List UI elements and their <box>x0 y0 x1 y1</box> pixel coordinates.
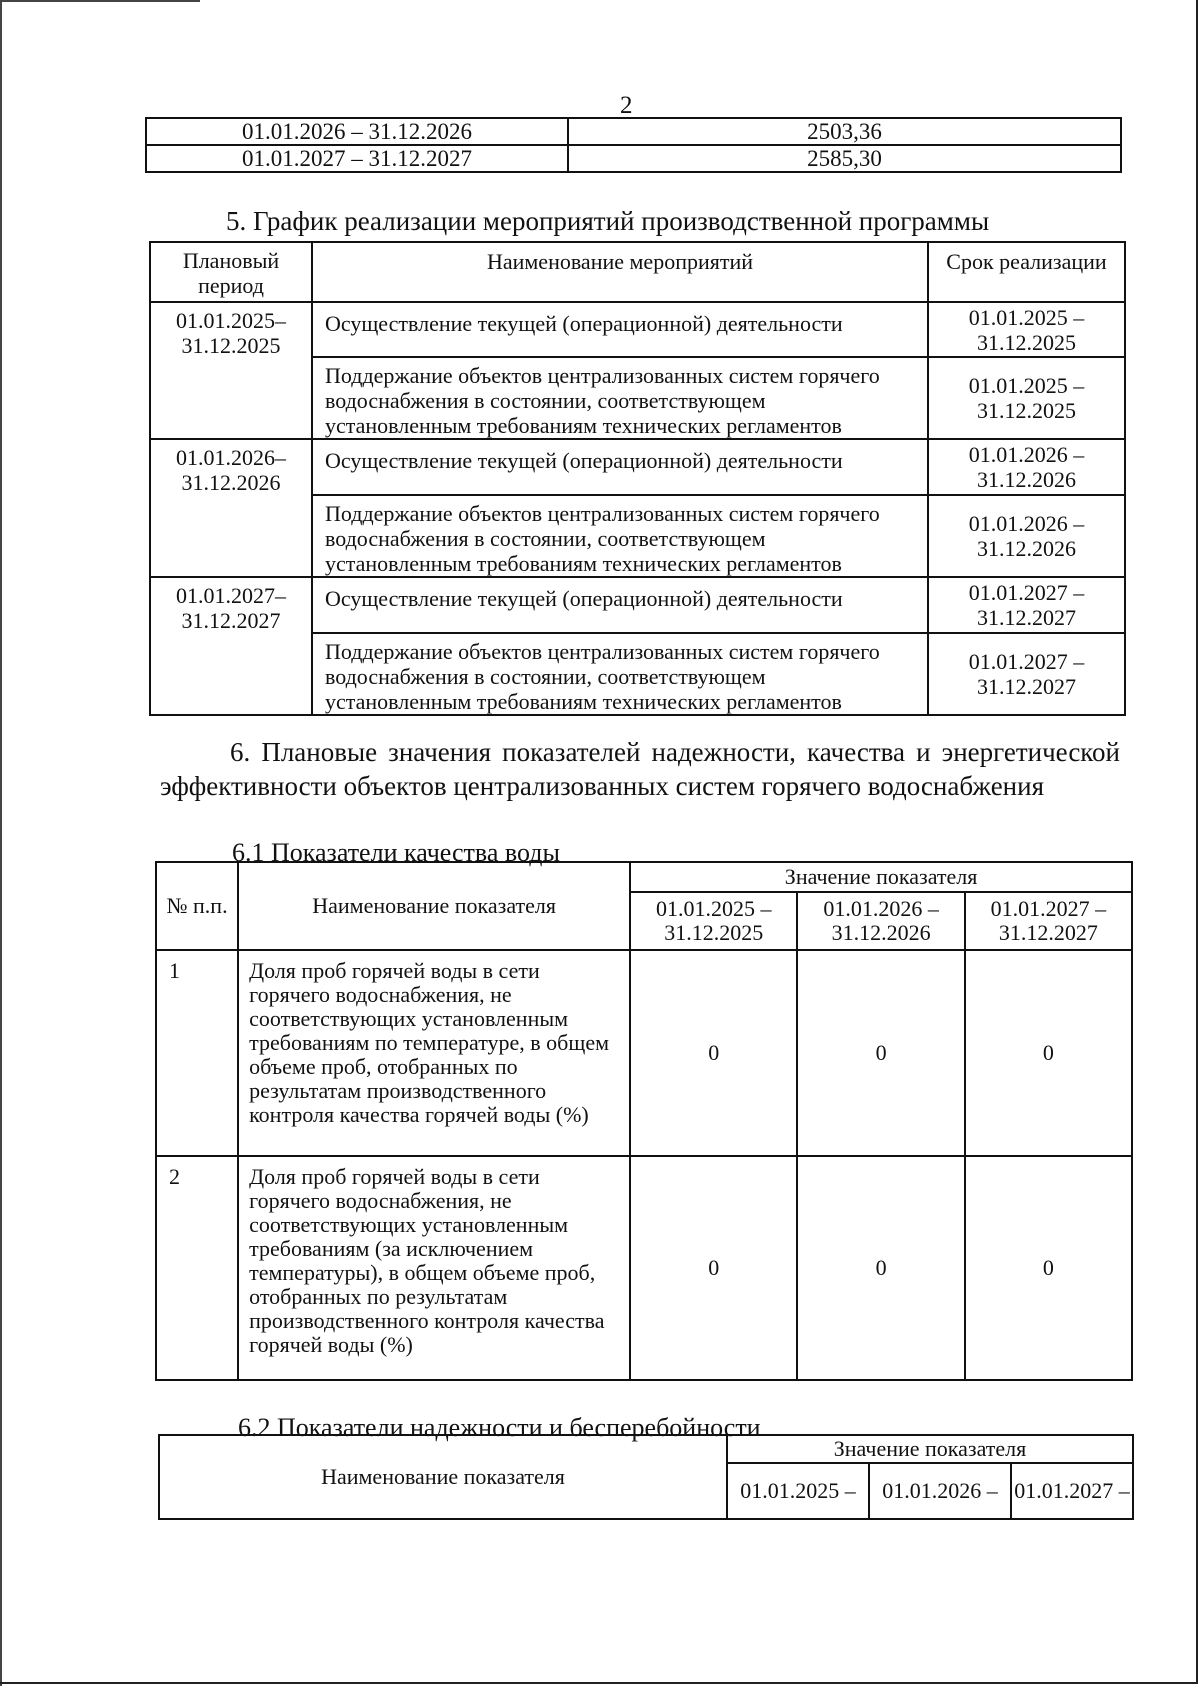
header-row <box>156 862 1132 892</box>
event-cell: Поддержание объектов централизованных систем горячего водоснабжения в состоянии, соответствующем установленным требованиям технических регламентов <box>312 357 928 439</box>
event-cell: Поддержание объектов централизованных систем горячего водоснабжения в состоянии, соответствующем установленным требованиям технических регламентов <box>312 495 928 577</box>
table-row <box>150 439 1125 495</box>
schedule-table <box>149 241 1126 716</box>
header-row <box>159 1435 1133 1463</box>
header-period: 01.01.2025 – 31.12.2025 <box>630 892 797 950</box>
term-cell: 01.01.2025 – 31.12.2025 <box>928 357 1125 439</box>
header-period: Плановый период <box>150 242 312 302</box>
header-term: Срок реализации <box>928 242 1125 302</box>
water-quality-table <box>155 861 1133 1381</box>
table-row <box>150 302 1125 357</box>
value-cell: 0 <box>630 1156 797 1380</box>
period-cell: 01.01.2026– 31.12.2026 <box>150 439 312 577</box>
header-period: 01.01.2026 – <box>869 1463 1011 1519</box>
table-row <box>150 577 1125 633</box>
value-cell: 0 <box>965 1156 1132 1380</box>
page-number: 2 <box>620 92 633 119</box>
term-cell: 01.01.2026 – 31.12.2026 <box>928 439 1125 495</box>
value-cell: 0 <box>797 1156 964 1380</box>
header-num: № п.п. <box>156 862 238 950</box>
header-period: 01.01.2027 – 31.12.2027 <box>965 892 1132 950</box>
indicator-name: Доля проб горячей воды в сети горячего водоснабжения, не соответствующих установленным требованиям (за исключением температуры), в общем объеме проб, отобранных по результатам производственного контроля качества горячей воды (%) <box>238 1156 630 1380</box>
header-row <box>150 242 1125 302</box>
header-name: Наименование показателя <box>159 1435 727 1519</box>
header-name: Наименование показателя <box>238 862 630 950</box>
value-cell: 2585,30 <box>568 145 1121 172</box>
value-cell: 0 <box>797 950 964 1156</box>
row-num: 1 <box>156 950 238 1156</box>
header-value-group: Значение показателя <box>727 1435 1133 1463</box>
table-row <box>146 145 1121 172</box>
header-event: Наименование мероприятий <box>312 242 928 302</box>
section-6-2-title: 6.2 Показатели надежности и бесперебойности <box>238 1413 761 1442</box>
section-6-paragraph: 6. Плановые значения показателей надежности, качества и энергетической эффективности объектов централизованных систем горячего водоснабжения <box>160 737 1120 801</box>
section-6-1-title: 6.1 Показатели качества воды <box>232 838 560 867</box>
table-row <box>156 1156 1132 1380</box>
table-row <box>156 950 1132 1156</box>
header-period: 01.01.2027 – <box>1011 1463 1133 1519</box>
event-cell: Поддержание объектов централизованных систем горячего водоснабжения в состоянии, соответствующем установленным требованиям технических регламентов <box>312 633 928 715</box>
value-cell: 2503,36 <box>568 118 1121 145</box>
period-cell: 01.01.2027– 31.12.2027 <box>150 577 312 715</box>
table-row <box>146 118 1121 145</box>
event-cell: Осуществление текущей (операционной) деятельности <box>312 577 928 633</box>
value-cell: 0 <box>965 950 1132 1156</box>
term-cell: 01.01.2026 – 31.12.2026 <box>928 495 1125 577</box>
header-period: 01.01.2025 – <box>727 1463 869 1519</box>
period-cell: 01.01.2026 – 31.12.2026 <box>146 118 568 145</box>
term-cell: 01.01.2025 – 31.12.2025 <box>928 302 1125 357</box>
event-cell: Осуществление текущей (операционной) деятельности <box>312 302 928 357</box>
term-cell: 01.01.2027 – 31.12.2027 <box>928 633 1125 715</box>
event-cell: Осуществление текущей (операционной) деятельности <box>312 439 928 495</box>
period-cell: 01.01.2025– 31.12.2025 <box>150 302 312 439</box>
indicator-name: Доля проб горячей воды в сети горячего водоснабжения, не соответствующих установленным требованиям по температуре, в общем объеме проб, отобранных по результатам производственного контроля качества горячей воды (%) <box>238 950 630 1156</box>
period-cell: 01.01.2027 – 31.12.2027 <box>146 145 568 172</box>
header-period: 01.01.2026 – 31.12.2026 <box>797 892 964 950</box>
row-num: 2 <box>156 1156 238 1380</box>
header-value-group: Значение показателя <box>630 862 1132 892</box>
section-5-title: 5. График реализации мероприятий производственной программы <box>226 206 990 236</box>
term-cell: 01.01.2027 – 31.12.2027 <box>928 577 1125 633</box>
value-cell: 0 <box>630 950 797 1156</box>
tariff-continuation-table <box>145 117 1122 173</box>
reliability-table <box>158 1434 1134 1520</box>
